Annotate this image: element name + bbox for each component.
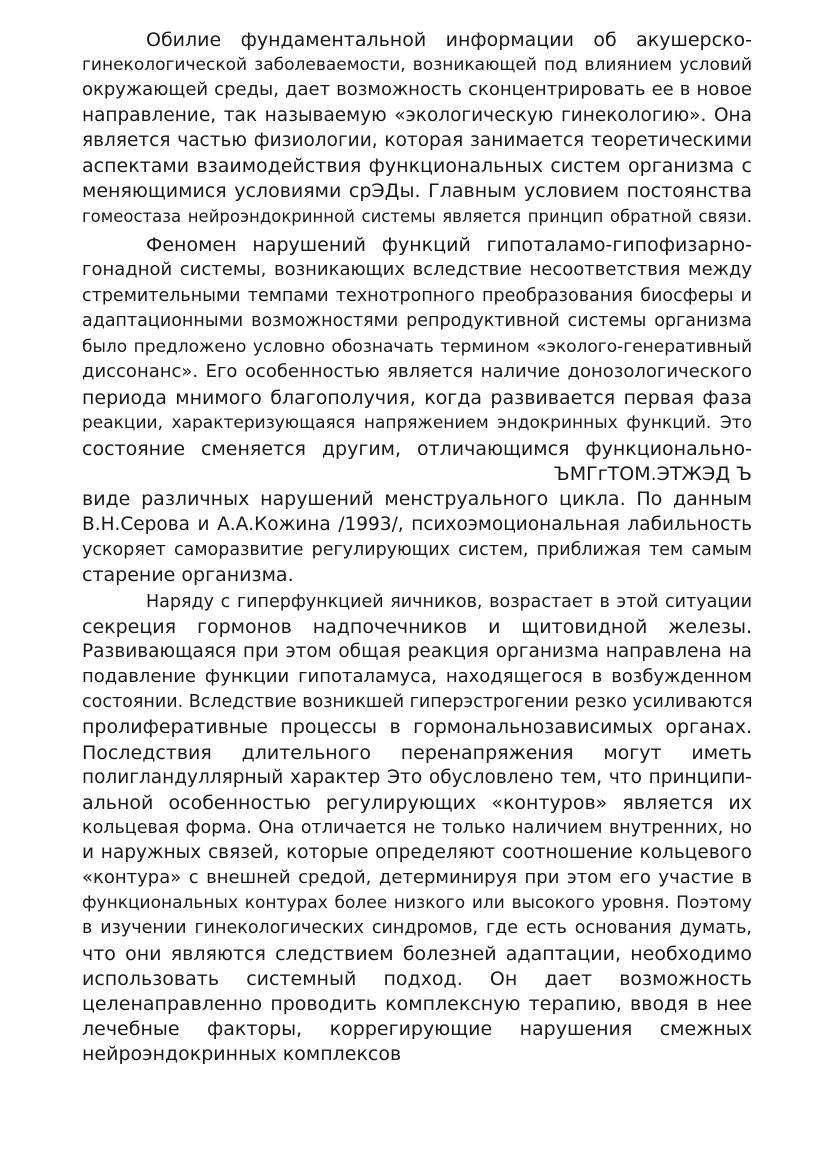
text-line: использовать системный подход. Он дает возможность — [82, 968, 752, 990]
text-line: гинекологической заболеваемости, возникающей под влиянием условий — [82, 55, 752, 75]
text-line: полигландуллярный характер Это обусловлено тем, что принципи- — [82, 767, 752, 788]
text-line: ускоряет саморазвитие регулирующих систем, приближая тем самым — [82, 540, 752, 560]
text-line: направление, так называемую «экологическую гинекологию». Она — [82, 105, 752, 126]
text-line: гонадной системы, возникающих вследствие несоответствия между — [82, 259, 752, 280]
text-line: В.Н.Серова и А.А.Кожина /1993/, психоэмоциональная лабильность — [82, 514, 752, 535]
text-line: реакции, характеризующаяся напряжением эндокринных функций. Это — [82, 413, 752, 433]
text-line: целенаправленно проводить комплексную терапию, вводя в нее — [82, 993, 752, 1015]
text-line: в изучении гинекологических синдромов, где есть основания думать, — [82, 918, 752, 938]
text-line: состояние сменяется другим, отличающимся функционально- — [82, 438, 752, 460]
text-line: пролиферативные процессы в гормональнозависимых органах. — [82, 716, 752, 738]
text-line: периода мнимого благополучия, когда развивается первая фаза — [82, 387, 752, 409]
text-line: Обилие фундаментальной информации об акушерско- — [146, 29, 752, 51]
text-line: адаптационными возможностями репродуктивной системы организма — [82, 311, 752, 331]
text-line: «контура» с внешней средой, детерминируя при этом его участие в — [82, 867, 752, 888]
text-line: Наряду с гиперфункцией яичников, возрастает в этой ситуации — [146, 592, 752, 612]
text-line: стремительными темпами технотропного преобразования биосферы и — [82, 286, 752, 306]
text-line: Развивающаяся при этом общая реакция организма направлена на — [82, 641, 752, 662]
text-line: старение организма. — [82, 564, 294, 586]
text-line: аспектами взаимодействия функциональных систем организма с — [82, 155, 752, 177]
text-line: окружающей среды, дает возможность сконцентрировать ее в новое — [82, 79, 752, 100]
garbled-text-line: ЪМГгТОМ.ЭТЖЭД Ъ — [553, 463, 752, 485]
text-line: лечебные факторы, коррегирующие нарушения смежных — [82, 1018, 752, 1040]
text-line: подавление функции гипоталамуса, находящегося в возбужденном — [82, 666, 752, 687]
text-line: нейроэндокринных комплексов — [82, 1043, 402, 1065]
text-line: состоянии. Вследствие возникшей гиперэстрогении резко усиливаются — [82, 692, 753, 712]
text-line: было предложено условно обозначать термином «эколого-генеративный — [82, 337, 752, 357]
text-line: и наружных связей, которые определяют соотношение кольцевого — [82, 842, 752, 863]
text-line: секреция гормонов надпочечников и щитовидной железы. — [82, 616, 752, 638]
text-line: Последствия длительного перенапряжения могут иметь — [82, 742, 752, 764]
text-line: гомеостаза нейроэндокринной системы является принцип обратной связи. — [82, 207, 752, 226]
text-line: виде различных нарушений менструального цикла. По данным — [82, 488, 752, 510]
text-line: кольцевая форма. Она отличается не только наличием внутренних, но — [82, 818, 752, 838]
text-line: является частью физиологии, которая занимается теоретическими — [82, 130, 752, 151]
text-line: альной особенностью регулирующих «контуров» является их — [82, 792, 752, 814]
text-line: диссонанс». Его особенностью является наличие донозологического — [82, 361, 752, 382]
text-line: Феномен нарушений функций гипоталамо-гипофизарно- — [146, 234, 752, 256]
text-line: что они являются следствием болезней адаптации, необходимо — [82, 943, 752, 965]
text-line: функциональных контурах более низкого или высокого уровня. Поэтому — [82, 893, 752, 913]
text-line: меняющимися условиями срЭДы. Главным условием постоянства — [82, 180, 752, 202]
